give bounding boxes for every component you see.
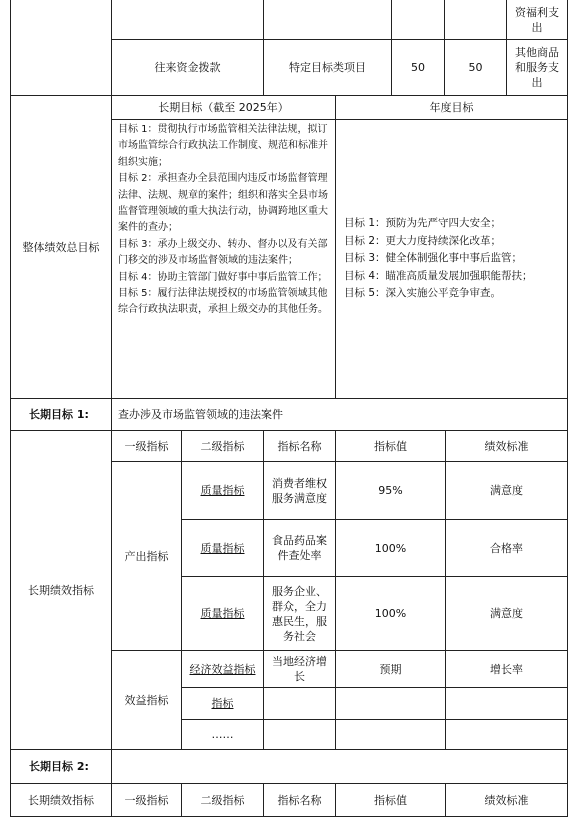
indicator-name-cell: 服务企业、群众，全力惠民生，服务社会: [263, 576, 336, 651]
indicator-value-cell: [335, 719, 446, 750]
header-standard: 绩效标准: [445, 430, 568, 462]
quality-indicator-label: 质量指标: [200, 484, 245, 497]
expense-type-cell: 资福利支出: [506, 0, 568, 40]
table-row-level2: [181, 519, 264, 577]
annual-goal-item: 目标 1：预防为先严守四大安全；: [344, 217, 502, 230]
header-level2: 二级指标: [181, 783, 264, 817]
indicator-name-cell: 消费者维权服务满意度: [263, 461, 336, 520]
header-standard: 绩效标准: [445, 783, 568, 817]
indicator-value-cell: [335, 687, 446, 720]
expense-type-cell: 其他商品和服务支出: [506, 39, 568, 96]
bottom-section-label: 长期绩效指标: [10, 783, 112, 817]
indicator-value-cell: 100%: [335, 576, 446, 651]
goal1-text: 查办涉及市场监管领域的违法案件: [111, 398, 568, 431]
blank-cell: [111, 0, 264, 40]
indicator-name-cell: [263, 719, 336, 750]
indicator-name-cell: 食品药品案件查处率: [263, 519, 336, 577]
blank-left-cell: [10, 0, 112, 96]
project-type-cell: 特定目标类项目: [263, 39, 392, 96]
annual-goal-item: 目标 4：瞄准高质量发展加强职能帮扶；: [344, 269, 533, 282]
long-term-goal-item: 目标 5：履行法律法规授权的市场监管领域其他综合行政执法职责，承担上级交办的其他任务。: [118, 288, 328, 316]
indicator-standard-cell: [445, 687, 568, 720]
indicator-section-label: 长期绩效指标: [10, 430, 112, 750]
fund-name-cell: 往来资金拨款: [111, 39, 264, 96]
long-term-goal-item: 目标 3：承办上级交办、转办、督办以及有关部门移交的涉及市场监督领域的违法案件；: [118, 238, 328, 267]
indicator-placeholder-label: 指标: [211, 697, 234, 710]
indicator-value-cell: 95%: [335, 461, 446, 520]
goal1-label: 长期目标 1:: [10, 398, 112, 431]
amount-cell: 50: [444, 39, 507, 96]
header-value: 指标值: [335, 783, 446, 817]
indicator-value-cell: 100%: [335, 519, 446, 577]
table-row-level2: [181, 461, 264, 520]
header-name: 指标名称: [263, 430, 336, 462]
long-term-goal-list: [111, 119, 336, 399]
indicator-value-cell: 预期: [335, 650, 446, 688]
goal2-text: [111, 749, 568, 784]
indicator-standard-cell: 满意度: [445, 461, 568, 520]
output-indicator-label: 产出指标: [111, 461, 182, 651]
quality-indicator-label: 质量指标: [200, 541, 245, 555]
indicator-standard-cell: 增长率: [445, 650, 568, 688]
header-level1: 一级指标: [111, 430, 182, 462]
annual-goal-item: 目标 5：深入实施公平竞争审查。: [344, 287, 502, 300]
header-value: 指标值: [335, 430, 446, 462]
header-name: 指标名称: [263, 783, 336, 817]
table-row-level2: ……: [181, 719, 264, 750]
indicator-standard-cell: 合格率: [445, 519, 568, 577]
overall-goal-label: 整体绩效总目标: [10, 95, 112, 399]
amount-cell: 50: [391, 39, 445, 96]
indicator-standard-cell: [445, 719, 568, 750]
annual-goal-item: 目标 2：更大力度持续深化改革；: [344, 234, 502, 247]
header-level1: 一级指标: [111, 783, 182, 817]
economic-benefit-label: 经济效益指标: [189, 662, 256, 676]
indicator-name-cell: 当地经济增长: [263, 650, 336, 688]
long-term-goal-item: 目标 2：承担查办全县范围内违反市场监督管理法律、法规、规章的案件；组织和落实全县市场监督管理领域的重大执法行动，协调跨地区重大案件的查办；: [118, 173, 328, 234]
table-row-level2: [181, 650, 264, 688]
annual-goal-header: 年度目标: [335, 95, 568, 120]
benefit-indicator-label: 效益指标: [111, 650, 182, 750]
indicator-standard-cell: 满意度: [445, 576, 568, 651]
annual-goal-list: [335, 119, 568, 399]
long-term-goal-item: 目标 1：贯彻执行市场监管相关法律法规，拟订市场监管综合行政执法工作制度、规范和标准并组织实施；: [118, 124, 328, 168]
goal2-label: 长期目标 2:: [10, 749, 112, 784]
annual-goal-item: 目标 3：健全体制强化事中事后监管；: [344, 252, 523, 265]
header-level2: 二级指标: [181, 430, 264, 462]
quality-indicator-label: 质量指标: [200, 607, 245, 620]
blank-cell: [444, 0, 507, 40]
indicator-name-cell: [263, 687, 336, 720]
long-term-goal-item: 目标 4：协助主管部门做好事中事后监管工作；: [118, 271, 328, 283]
long-term-goal-header: 长期目标（截至 2025年）: [111, 95, 336, 120]
table-row-level2: [181, 576, 264, 651]
table-row-level2: [181, 687, 264, 720]
blank-cell: [391, 0, 445, 40]
blank-cell: [263, 0, 392, 40]
